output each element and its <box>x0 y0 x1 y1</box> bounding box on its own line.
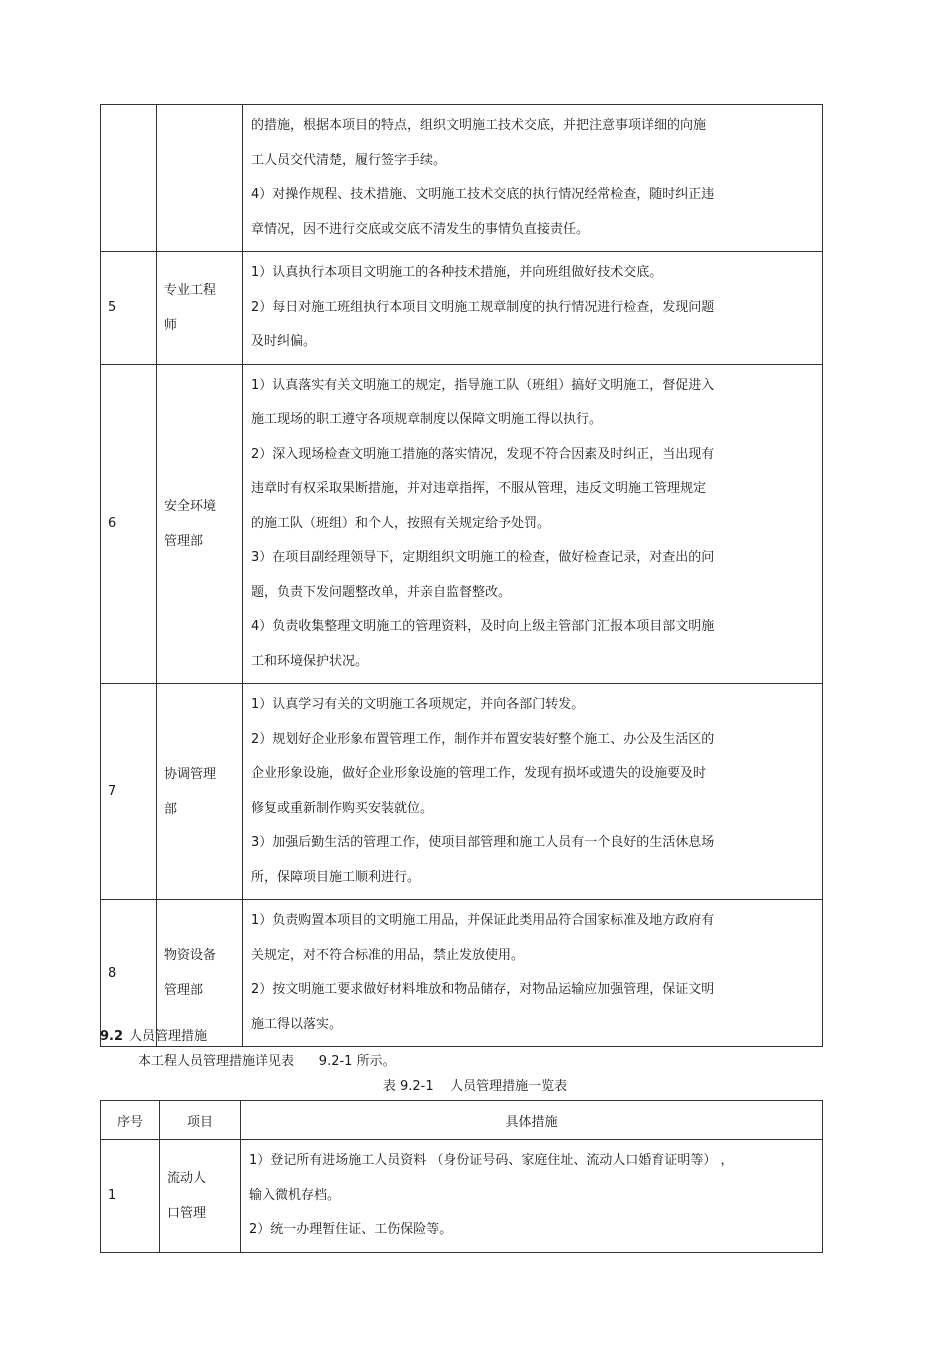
responsibility-table <box>100 104 823 1047</box>
description-line: 的施工队（班组）和个人，按照有关规定给予处罚。 <box>251 515 551 531</box>
item-name-line: 师 <box>164 317 178 333</box>
table-row <box>101 105 823 252</box>
description-line: 章情况，因不进行交底或交底不清发生的事情负直接责任。 <box>251 221 590 237</box>
header-measures: 具体措施 <box>241 1101 823 1140</box>
description-line: 1）负责购置本项目的文明施工用品，并保证此类用品符合国家标准及地方政府有 <box>251 913 715 928</box>
row-number: 1 <box>101 1140 160 1253</box>
description-line: 企业形象设施，做好企业形象设施的管理工作，发现有损坏或遗失的设施要及时 <box>251 766 707 781</box>
description-line: 1）登记所有进场施工人员资料 （身份证号码、家庭住址、流动人口婚育证明等） ， <box>249 1153 734 1168</box>
table-caption: 表 9.2-1 人员管理措施一览表 <box>382 1079 568 1094</box>
description-line: 1）认真学习有关的文明施工各项规定，并向各部门转发。 <box>251 697 585 712</box>
table-row <box>101 1140 823 1253</box>
row-item-name <box>157 364 243 684</box>
description-line: 题，负责下发问题整改单，并亲自监督整改。 <box>251 584 512 600</box>
description-line: 1）认真落实有关文明施工的规定，指导施工队（班组）搞好文明施工，督促进入 <box>251 377 715 393</box>
description-line: 3）在项目副经理领导下，定期组织文明施工的检查，做好检查记录，对查出的问 <box>251 550 715 565</box>
row-number: 8 <box>101 900 157 1047</box>
description-line: 2）深入现场检查文明施工措施的落实情况，发现不符合因素及时纠正，当出现有 <box>251 446 715 462</box>
description-line: 及时纠偏。 <box>251 334 317 349</box>
item-name-line: 管理部 <box>164 983 204 998</box>
description-line: 输入微机存档。 <box>249 1187 341 1203</box>
description-line: 2）规划好企业形象布置管理工作，制作并布置安装好整个施工、办公及生活区的 <box>251 731 715 747</box>
row-number: 7 <box>101 684 157 900</box>
item-name-line: 专业工程 <box>164 282 217 298</box>
description-line: 工和环境保护状况。 <box>251 653 369 669</box>
row-item-name <box>157 105 243 252</box>
intro-paragraph: 本工程人员管理措施详见表 9.2-1 所示。 <box>138 1054 396 1069</box>
table-row <box>101 684 823 900</box>
header-num: 序号 <box>101 1101 160 1140</box>
description-line: 4）对操作规程、技术措施、文明施工技术交底的执行情况经常检查，随时纠正违 <box>251 187 715 202</box>
section-title: 人员管理措施 <box>129 1029 208 1044</box>
item-name-line: 安全环境 <box>164 498 217 514</box>
table-header-row <box>101 1101 823 1140</box>
row-number <box>101 105 157 252</box>
description-line: 关规定，对不符合标准的用品，禁止发放使用。 <box>251 947 525 963</box>
item-name-line: 流动人 <box>167 1170 207 1186</box>
description-line: 施工现场的职工遵守各项规章制度以保障文明施工得以执行。 <box>251 412 603 427</box>
description-line: 修复或重新制作购买安装就位。 <box>251 800 434 816</box>
item-name-line: 协调管理 <box>164 766 217 782</box>
item-name-line: 口管理 <box>167 1205 207 1221</box>
description-line: 3）加强后勤生活的管理工作，使项目部管理和施工人员有一个良好的生活休息场 <box>251 835 715 850</box>
description-line: 工人员交代清楚，履行签字手续。 <box>251 152 447 168</box>
row-description <box>243 900 823 1047</box>
description-line: 2）统一办理暂住证、工伤保险等。 <box>249 1222 453 1237</box>
description-line: 违章时有权采取果断措施，并对违章指挥，不服从管理，违反文明施工管理规定 <box>251 481 707 496</box>
header-item: 项目 <box>160 1101 241 1140</box>
personnel-measures-table <box>100 1100 823 1253</box>
row-description <box>243 105 823 252</box>
description-line: 的措施，根据本项目的特点，组织文明施工技术交底，并把注意事项详细的向施 <box>251 118 707 133</box>
description-line: 4）负责收集整理文明施工的管理资料，及时向上级主管部门汇报本项目部文明施 <box>251 619 715 634</box>
description-line: 施工得以落实。 <box>251 1016 343 1032</box>
row-description <box>243 252 823 365</box>
row-description <box>243 684 823 900</box>
row-item-name <box>157 684 243 900</box>
row-number: 6 <box>101 364 157 684</box>
section-heading <box>100 1025 207 1044</box>
row-description <box>241 1140 823 1253</box>
item-name-line: 部 <box>164 801 178 817</box>
description-line: 所，保障项目施工顺利进行。 <box>251 869 421 885</box>
row-item-name <box>157 252 243 365</box>
row-item-name <box>160 1140 241 1253</box>
description-line: 2）按文明施工要求做好材料堆放和物品储存，对物品运输应加强管理，保证文明 <box>251 982 715 997</box>
description-line: 2）每日对施工班组执行本项目文明施工规章制度的执行情况进行检查，发现问题 <box>251 299 715 315</box>
row-number: 5 <box>101 252 157 365</box>
table-row <box>101 364 823 684</box>
description-line: 1）认真执行本项目文明施工的各种技术措施，并向班组做好技术交底。 <box>251 265 663 280</box>
table-row <box>101 252 823 365</box>
row-description <box>243 364 823 684</box>
item-name-line: 管理部 <box>164 533 204 549</box>
table-row <box>101 900 823 1047</box>
item-name-line: 物资设备 <box>164 948 217 963</box>
section-number: 9.2 <box>100 1029 124 1044</box>
